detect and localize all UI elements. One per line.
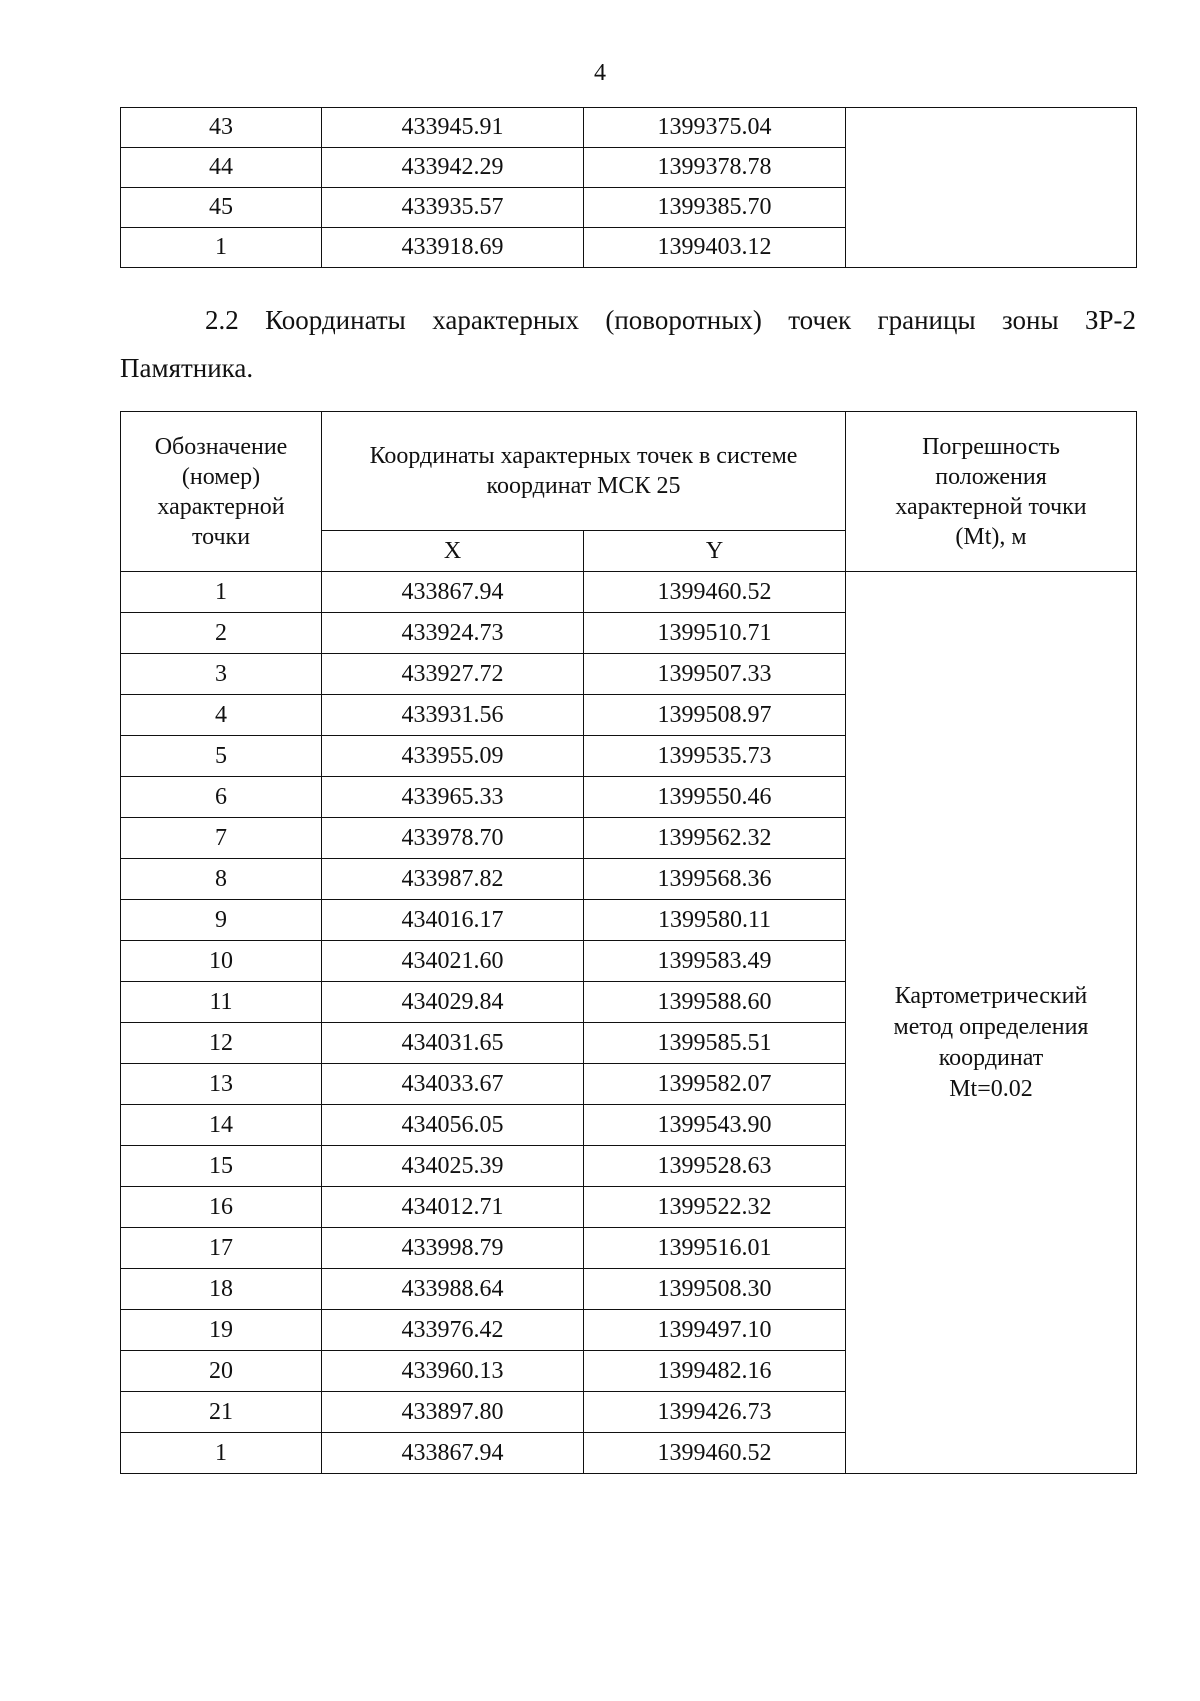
y-coordinate-cell: 1399378.78 (584, 148, 846, 188)
x-coordinate-cell: 433931.56 (322, 695, 584, 736)
table-row (121, 108, 1137, 148)
x-coordinate-cell: 433918.69 (322, 228, 584, 268)
y-coordinate-cell: 1399510.71 (584, 613, 846, 654)
main-table-body (121, 572, 1137, 1474)
y-coordinate-cell: 1399516.01 (584, 1228, 846, 1269)
x-coordinate-cell: 433935.57 (322, 188, 584, 228)
x-coordinate-cell: 433998.79 (322, 1228, 584, 1269)
x-coordinate-cell: 434031.65 (322, 1023, 584, 1064)
point-number-cell: 6 (121, 777, 322, 818)
y-coordinate-cell: 1399460.52 (584, 572, 846, 613)
accuracy-note-line: Картометрический (894, 982, 1088, 1009)
y-coordinate-cell: 1399385.70 (584, 188, 846, 228)
x-coordinate-cell: 433965.33 (322, 777, 584, 818)
y-coordinate-cell: 1399528.63 (584, 1146, 846, 1187)
x-coordinate-cell: 434025.39 (322, 1146, 584, 1187)
x-coordinate-cell: 433976.42 (322, 1310, 584, 1351)
point-number-cell: 11 (121, 982, 322, 1023)
x-coordinate-cell: 434056.05 (322, 1105, 584, 1146)
x-coordinate-cell: 434021.60 (322, 941, 584, 982)
point-number-cell: 10 (121, 941, 322, 982)
point-number-cell: 1 (121, 572, 322, 613)
accuracy-note-line: Mt=0.02 (949, 1075, 1033, 1102)
y-coordinate-cell: 1399580.11 (584, 900, 846, 941)
x-coordinate-cell: 433897.80 (322, 1392, 584, 1433)
point-number-cell: 1 (121, 1433, 322, 1474)
x-coordinate-cell: 433927.72 (322, 654, 584, 695)
x-coordinate-cell: 433924.73 (322, 613, 584, 654)
x-coordinate-cell: 434033.67 (322, 1064, 584, 1105)
point-number-cell: 16 (121, 1187, 322, 1228)
y-coordinate-cell: 1399535.73 (584, 736, 846, 777)
header-y: Y (584, 531, 846, 572)
point-number-cell: 45 (121, 188, 322, 228)
point-number-cell: 12 (121, 1023, 322, 1064)
point-number-cell: 14 (121, 1105, 322, 1146)
y-coordinate-cell: 1399460.52 (584, 1433, 846, 1474)
header-coordinates: Координаты характерных точек в системе координат МСК 25 (322, 412, 846, 531)
section-heading-line1: 2.2 Координаты характерных (поворотных) точек границы зоны ЗР-2 (205, 305, 1136, 335)
section-heading-line2: Памятника. (120, 353, 254, 383)
y-coordinate-cell: 1399522.32 (584, 1187, 846, 1228)
point-number-cell: 2 (121, 613, 322, 654)
y-coordinate-cell: 1399508.30 (584, 1269, 846, 1310)
y-coordinate-cell: 1399403.12 (584, 228, 846, 268)
accuracy-method-cell (846, 572, 1137, 1474)
y-coordinate-cell: 1399508.97 (584, 695, 846, 736)
main-table-header (121, 412, 1137, 572)
x-coordinate-cell: 433945.91 (322, 108, 584, 148)
x-coordinate-cell: 433867.94 (322, 1433, 584, 1474)
top-coordinates-table (120, 107, 1137, 268)
y-coordinate-cell: 1399588.60 (584, 982, 846, 1023)
y-coordinate-cell: 1399583.49 (584, 941, 846, 982)
accuracy-cell-empty (846, 108, 1137, 268)
page-number: 4 (594, 60, 606, 86)
main-coordinates-table (120, 411, 1137, 1474)
point-number-cell: 21 (121, 1392, 322, 1433)
x-coordinate-cell: 433942.29 (322, 148, 584, 188)
x-coordinate-cell: 434012.71 (322, 1187, 584, 1228)
point-number-cell: 20 (121, 1351, 322, 1392)
point-number-cell: 44 (121, 148, 322, 188)
x-coordinate-cell: 434016.17 (322, 900, 584, 941)
x-coordinate-cell: 433987.82 (322, 859, 584, 900)
point-number-cell: 43 (121, 108, 322, 148)
x-coordinate-cell: 433978.70 (322, 818, 584, 859)
header-point-designation: Обозначение (номер) характерной точки (121, 412, 322, 572)
x-coordinate-cell: 433867.94 (322, 572, 584, 613)
y-coordinate-cell: 1399507.33 (584, 654, 846, 695)
y-coordinate-cell: 1399482.16 (584, 1351, 846, 1392)
point-number-cell: 5 (121, 736, 322, 777)
y-coordinate-cell: 1399543.90 (584, 1105, 846, 1146)
y-coordinate-cell: 1399375.04 (584, 108, 846, 148)
point-number-cell: 15 (121, 1146, 322, 1187)
accuracy-note-line: координат (938, 1044, 1044, 1071)
section-heading (120, 296, 1136, 392)
y-coordinate-cell: 1399568.36 (584, 859, 846, 900)
header-accuracy: Погрешность положения характерной точки (Mt), м (846, 412, 1137, 572)
x-coordinate-cell: 433960.13 (322, 1351, 584, 1392)
point-number-cell: 3 (121, 654, 322, 695)
x-coordinate-cell: 433988.64 (322, 1269, 584, 1310)
point-number-cell: 18 (121, 1269, 322, 1310)
y-coordinate-cell: 1399582.07 (584, 1064, 846, 1105)
point-number-cell: 4 (121, 695, 322, 736)
y-coordinate-cell: 1399585.51 (584, 1023, 846, 1064)
accuracy-note-line: метод определения (893, 1013, 1089, 1040)
point-number-cell: 8 (121, 859, 322, 900)
y-coordinate-cell: 1399562.32 (584, 818, 846, 859)
table-row (121, 572, 1137, 613)
header-x: X (322, 531, 584, 572)
point-number-cell: 17 (121, 1228, 322, 1269)
x-coordinate-cell: 434029.84 (322, 982, 584, 1023)
point-number-cell: 19 (121, 1310, 322, 1351)
y-coordinate-cell: 1399497.10 (584, 1310, 846, 1351)
y-coordinate-cell: 1399426.73 (584, 1392, 846, 1433)
x-coordinate-cell: 433955.09 (322, 736, 584, 777)
point-number-cell: 13 (121, 1064, 322, 1105)
point-number-cell: 7 (121, 818, 322, 859)
y-coordinate-cell: 1399550.46 (584, 777, 846, 818)
point-number-cell: 9 (121, 900, 322, 941)
point-number-cell: 1 (121, 228, 322, 268)
top-table-body (121, 108, 1137, 268)
